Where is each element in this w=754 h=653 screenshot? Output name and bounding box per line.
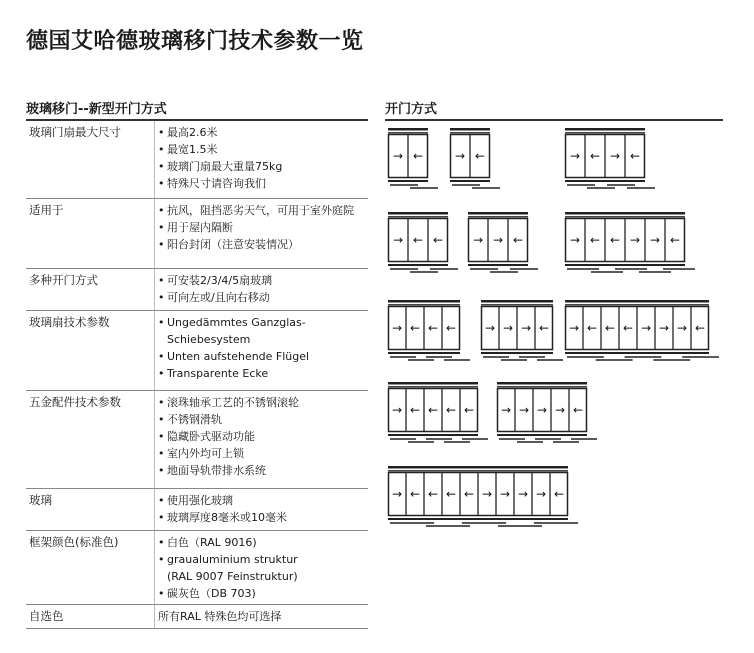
bullet-icon: • [158,536,165,549]
spec-item [158,124,368,141]
arrow-icon: ← [409,321,421,335]
bullet-icon: • [158,367,165,380]
spec-item-text: 抗风，阻挡恶劣天气，可用于室外庭院 [167,204,354,217]
arrow-icon: ← [609,233,621,247]
top-rail [468,212,528,215]
arrow-icon: → [472,233,484,247]
spec-values [154,121,368,198]
top-rail-inner [388,132,428,134]
spec-item [158,272,368,289]
spec-label: 玻璃门扇最大尺寸 [29,125,121,139]
spec-item-text: 室内外均可上锁 [167,447,244,460]
arrow-icon: ← [553,487,565,501]
top-rail [388,300,460,303]
arrow-icon: ← [572,403,584,417]
top-rail [481,300,553,303]
spec-row [26,311,368,391]
spec-item [158,462,368,479]
spec-values [154,489,368,530]
door-diagram-svg [497,382,627,452]
spec-label: 自选色 [29,609,64,623]
spec-item [158,236,368,253]
spec-item-text: Unten aufstehende Flügel [167,350,310,363]
bottom-rail [388,180,428,182]
door-diagram-5-panel-right [497,382,627,452]
spec-row [26,391,368,489]
arrow-icon: ← [427,321,439,335]
bottom-rail [565,264,685,266]
spec-item-text: Transparente Ecke [167,367,269,380]
arrow-icon: ← [445,321,457,335]
spec-item [158,445,368,462]
arrow-icon: → [391,403,403,417]
bullet-icon: • [158,447,165,460]
bullet-icon: • [158,511,165,524]
top-rail-inner [497,386,587,388]
arrow-icon: → [609,149,621,163]
top-rail-inner [565,304,709,306]
spec-values [154,199,368,268]
arrow-icon: → [568,321,580,335]
spec-values [154,391,368,488]
bottom-rail [481,352,553,354]
arrow-icon: → [649,233,661,247]
arrow-icon: → [392,149,404,163]
spec-item-text: 可向左或/且向右移动 [167,291,270,304]
arrow-icon: ← [445,403,457,417]
arrow-icon: ← [409,487,421,501]
arrow-icon: ← [409,403,421,417]
bullet-icon: • [158,143,165,156]
bullet-icon: • [158,494,165,507]
arrow-icon: ← [427,403,439,417]
spec-item-text: 不锈钢滑轨 [167,413,222,426]
arrow-icon: → [392,233,404,247]
top-rail-inner [388,216,448,218]
spec-row [26,489,368,531]
top-rail-inner [388,470,568,472]
door-diagram-svg [565,128,685,198]
top-rail [450,128,490,131]
spec-item-text: 最高2.6米 [167,126,218,139]
page-title: 德国艾哈德玻璃移门技术参数一览 [26,29,364,54]
bullet-icon: • [158,396,165,409]
arrow-icon: ← [445,487,457,501]
arrow-icon: → [536,403,548,417]
spec-label: 五金配件技术参数 [29,395,121,409]
bottom-rail [388,434,478,436]
arrow-icon: → [499,487,511,501]
arrow-icon: → [492,233,504,247]
arrow-icon: ← [694,321,706,335]
arrow-icon: ← [474,149,486,163]
top-rail [565,212,685,215]
bottom-rail [388,518,568,520]
top-rail [388,382,478,385]
bullet-icon: • [158,553,165,566]
bottom-rail [450,180,490,182]
top-rail-inner [450,132,490,134]
arrow-icon: → [640,321,652,335]
top-rail-inner [468,216,528,218]
spec-label: 玻璃扇技术参数 [29,315,110,329]
bottom-rail [388,352,460,354]
arrow-icon: → [569,233,581,247]
bullet-icon: • [158,430,165,443]
spec-item-text: Schiebesystem [167,333,251,346]
spec-item [158,428,368,445]
bullet-icon: • [158,238,165,251]
arrow-icon: ← [589,149,601,163]
arrow-icon: ← [463,403,475,417]
door-diagram-svg [468,212,568,282]
spec-item [158,394,368,411]
spec-item [158,331,368,348]
bullet-icon: • [158,204,165,217]
bullet-icon: • [158,126,165,139]
spec-item-text: 阳台封闭（注意安装情况） [167,238,299,251]
spec-item-text: graualuminium struktur [167,553,298,566]
bullet-icon: • [158,350,165,363]
spec-item-text: 所有RAL 特殊色均可选择 [158,610,282,623]
arrow-icon: → [676,321,688,335]
spec-item-text: 白色（RAL 9016) [167,536,257,549]
spec-label: 玻璃 [29,493,52,507]
spec-item [158,202,368,219]
top-rail-inner [481,304,553,306]
door-diagram-svg [388,466,608,536]
arrow-icon: → [502,321,514,335]
bullet-icon: • [158,413,165,426]
spec-item [158,158,368,175]
arrow-icon: ← [589,233,601,247]
door-diagram-8-panel-center [565,300,749,370]
arrow-icon: → [518,403,530,417]
spec-values [154,269,368,310]
spec-item-text: 最宽1.5米 [167,143,218,156]
spec-label: 框架颜色(标准色) [29,535,119,549]
door-diagram-4-panel-center [565,128,685,198]
spec-values [154,531,368,604]
door-diagram-svg [450,128,530,198]
bullet-icon: • [158,587,165,600]
arrow-icon: → [484,321,496,335]
spec-item [158,411,368,428]
spec-item [158,492,368,509]
top-rail-inner [388,304,460,306]
spec-item-text: 碳灰色（DB 703) [167,587,256,600]
top-rail [388,466,568,469]
bullet-icon: • [158,160,165,173]
spec-row [26,605,368,629]
arrow-icon: ← [669,233,681,247]
arrow-icon: ← [427,487,439,501]
bottom-rail [497,434,587,436]
top-rail [565,300,709,303]
spec-item-text: 可安装2/3/4/5扇玻璃 [167,274,273,287]
spec-item [158,509,368,526]
section-header-specs: 玻璃移门--新型开门方式 [26,98,368,121]
bottom-rail [565,352,709,354]
spec-item [158,585,368,602]
top-rail [497,382,587,385]
spec-item-text: 隐藏卧式驱动功能 [167,430,255,443]
door-diagram-10-panel-center [388,466,608,536]
arrow-icon: ← [622,321,634,335]
arrow-icon: ← [629,149,641,163]
arrow-icon: → [481,487,493,501]
arrow-icon: → [500,403,512,417]
door-diagram-3-panel-right [468,212,568,282]
spec-item [158,608,368,625]
spec-item-text: 特殊尺寸请咨询我们 [167,177,266,190]
spec-label: 适用于 [29,203,64,217]
door-diagram-6-panel-center [565,212,725,282]
bullet-icon: • [158,316,165,329]
top-rail [388,212,448,215]
bottom-rail [468,264,528,266]
arrow-icon: → [629,233,641,247]
spec-item-text: 玻璃厚度8毫米或10毫米 [167,511,287,524]
arrow-icon: ← [463,487,475,501]
top-rail-inner [565,216,685,218]
spec-item-text: 地面导轨带排水系统 [167,464,266,477]
spec-item [158,314,368,331]
spec-item [158,568,368,585]
spec-item [158,175,368,192]
spec-table [26,121,368,629]
arrow-icon: → [569,149,581,163]
spec-item [158,289,368,306]
top-rail [388,128,428,131]
spec-item [158,348,368,365]
arrow-icon: ← [432,233,444,247]
spec-values [154,311,368,390]
arrow-icon: ← [412,149,424,163]
bullet-icon: • [158,274,165,287]
arrow-icon: → [658,321,670,335]
spec-item-text: 使用强化玻璃 [167,494,233,507]
arrow-icon: → [554,403,566,417]
spec-item-text: 玻璃门扇最大重量75kg [167,160,283,173]
spec-item [158,219,368,236]
arrow-icon: ← [538,321,550,335]
door-diagram-2-panel-right [450,128,530,198]
section-header-opening-modes: 开门方式 [385,98,723,121]
spec-item-text: (RAL 9007 Feinstruktur) [167,570,298,583]
arrow-icon: ← [412,233,424,247]
bullet-icon: • [158,464,165,477]
spec-values [154,605,368,628]
spec-row [26,531,368,605]
bullet-icon: • [158,177,165,190]
top-rail-inner [388,386,478,388]
arrow-icon: ← [604,321,616,335]
spec-item [158,551,368,568]
spec-item-text: 滚珠轴承工艺的不锈钢滚轮 [167,396,299,409]
arrow-icon: → [520,321,532,335]
door-diagram-svg [565,212,725,282]
spec-item [158,534,368,551]
arrow-icon: ← [586,321,598,335]
arrow-icon: → [535,487,547,501]
bottom-rail [388,264,448,266]
spec-item [158,365,368,382]
arrow-icon: → [517,487,529,501]
top-rail-inner [565,132,645,134]
spec-row [26,121,368,199]
bullet-icon: • [158,291,165,304]
arrow-icon: → [391,487,403,501]
spec-row [26,199,368,269]
spec-item-text: Ungedämmtes Ganzglas- [167,316,306,329]
spec-item [158,141,368,158]
bullet-icon: • [158,221,165,234]
arrow-icon: ← [512,233,524,247]
spec-item-text: 用于屋内隔断 [167,221,233,234]
arrow-icon: → [454,149,466,163]
spec-row [26,269,368,311]
door-diagram-svg [565,300,749,370]
top-rail [565,128,645,131]
arrow-icon: → [391,321,403,335]
spec-label: 多种开门方式 [29,273,98,287]
bottom-rail [565,180,645,182]
